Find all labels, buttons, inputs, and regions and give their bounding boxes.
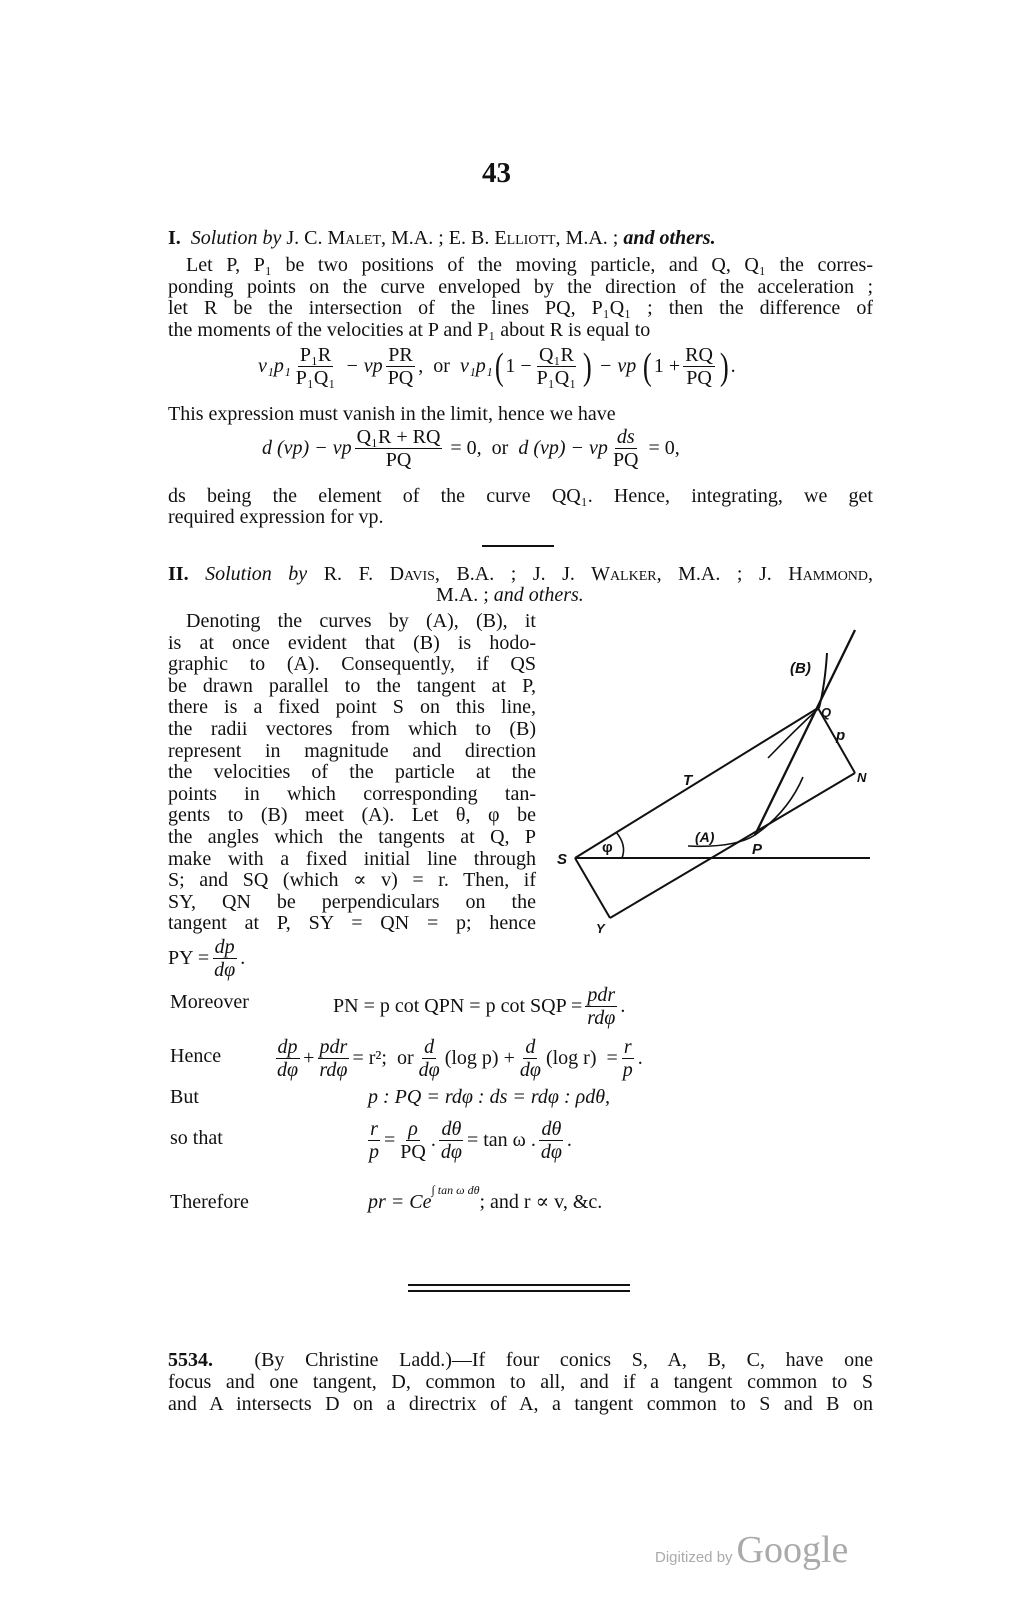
question-line: and A intersects D on a directrix of A, a tangent common to S and B on: [168, 1393, 873, 1415]
eq-term: − vp: [593, 355, 642, 377]
column-line: graphic to (A). Consequently, if QS: [168, 653, 536, 676]
para-line: ds being the element of the curve QQ₁. Hence, integrating, we get: [168, 485, 873, 507]
eq-term: .: [620, 995, 626, 1017]
numerator: ρ: [408, 1118, 418, 1140]
fraction: [355, 426, 443, 471]
eq-term: v₁p₁: [459, 355, 493, 377]
label-so-that: so that: [170, 1127, 223, 1149]
fraction: [518, 1036, 543, 1081]
denominator: dφ: [519, 1059, 541, 1081]
so-that-equation: [364, 1118, 572, 1163]
heading-numeral: I.: [168, 227, 181, 249]
eq-term: = r²; or: [352, 1047, 414, 1069]
fraction: [417, 1036, 442, 1081]
label-t: T: [683, 772, 693, 789]
solution-2-heading: [168, 563, 873, 585]
denominator: PQ: [612, 449, 639, 471]
eq-term: PN = p cot QPN = p cot SQP =: [333, 995, 583, 1017]
page-number: 43: [482, 157, 511, 189]
eq-term: (log r) =: [545, 1047, 618, 1069]
eq-term: ; and r ∝ v, &c.: [479, 1191, 603, 1213]
numerator: pdr: [587, 984, 616, 1006]
numerator: Q₁R: [539, 344, 574, 366]
denominator: rdφ: [587, 1007, 616, 1029]
fraction: [439, 1118, 464, 1163]
question-number: 5534.: [168, 1349, 213, 1371]
solution-1-heading: [168, 227, 873, 249]
question-text: (By Christine Ladd.)—If four conics S, A, B, C, have one: [254, 1349, 874, 1371]
eq-term: pr = Ce: [368, 1191, 432, 1213]
para-line: This expression must vanish in the limit, hence we have: [168, 403, 616, 425]
label-phi: φ: [602, 839, 613, 856]
heading-authors: J. C. Malet, M.A. ; E. B. Elliott, M.A. ;: [286, 227, 619, 249]
eq-term: =: [384, 1129, 396, 1151]
label-q: Q: [821, 705, 832, 720]
eq-term: .: [430, 1129, 436, 1151]
denominator: P₁Q₁: [295, 367, 336, 389]
denominator: rdφ: [319, 1059, 348, 1081]
numerator: RQ: [685, 344, 713, 366]
eq-term: 1 +: [653, 355, 681, 377]
moreover-equation: [333, 984, 625, 1029]
label-hence: Hence: [170, 1045, 222, 1067]
denominator: PQ: [387, 367, 414, 389]
column-line: S; and SQ (which ∝ v) = r. Then, if: [168, 869, 536, 892]
denominator: p: [369, 1141, 379, 1163]
eq-term: .: [730, 355, 736, 377]
eq-term: d (vp) − vp: [518, 437, 608, 459]
numerator: P₁R: [299, 344, 332, 366]
eq-term: = 0, or: [445, 437, 519, 459]
right-paren: ): [583, 345, 592, 388]
numerator: r: [370, 1118, 378, 1140]
hence-equation: [272, 1036, 643, 1081]
fraction: [611, 426, 641, 471]
eq-term: (log p) +: [444, 1047, 515, 1069]
fraction: [212, 936, 237, 981]
fraction: [398, 1118, 428, 1163]
column-line: the velocities of the particle at the: [168, 761, 536, 784]
fraction: [621, 1036, 635, 1081]
numerator: r: [623, 1036, 632, 1058]
column-line: the radii vectores from which to (B): [168, 718, 536, 740]
line-s-y: [575, 858, 610, 918]
eq-term: 1 −: [505, 355, 532, 377]
column-line: represent in magnitude and direction: [168, 739, 536, 762]
label-therefore: Therefore: [170, 1191, 249, 1213]
column-line: is at once evident that (B) is hodo-: [168, 631, 536, 654]
column-line: points in which corresponding tan-: [168, 782, 536, 805]
denominator: dφ: [540, 1141, 562, 1163]
equation-2: [262, 426, 680, 471]
left-paren: (: [494, 345, 504, 388]
left-paren: (: [643, 345, 652, 388]
tangent-at-p: [610, 773, 855, 918]
heading-others: and others.: [623, 227, 716, 249]
fraction: [386, 344, 416, 389]
digitized-by-google-watermark: [655, 1528, 848, 1572]
heading-authors: R. F. Davis, B.A. ; J. J. Walker, M.A. ; J. Hammond,: [323, 563, 874, 585]
fraction: [585, 984, 617, 1029]
numerator: pdr: [319, 1036, 348, 1058]
denominator: dφ: [440, 1141, 462, 1163]
label-p-small: p: [836, 727, 846, 744]
denominator: dφ: [214, 959, 236, 981]
section-divider: [482, 545, 554, 547]
double-rule-top: [408, 1284, 630, 1286]
para-line: ponding points on the curve enveloped by the direction of the acceleration ;: [168, 276, 873, 298]
denominator: dφ: [418, 1059, 440, 1081]
numerator: d: [424, 1036, 435, 1058]
denominator: p: [622, 1059, 633, 1081]
eq-term: = 0,: [643, 437, 680, 459]
numerator: dθ: [441, 1118, 462, 1140]
para-line: Let P, P₁ be two positions of the moving particle, and Q, Q₁ the corres-: [186, 254, 873, 276]
para-line: the moments of the velocities at P and P₁ about R is equal to: [168, 319, 651, 341]
numerator: d: [525, 1036, 536, 1058]
fraction: [317, 1036, 349, 1081]
numerator: dp: [277, 1036, 298, 1058]
heading-others: and others.: [493, 584, 584, 606]
eq-term: v₁p₁: [258, 355, 291, 377]
fraction: [294, 344, 338, 389]
double-rule-bottom: [408, 1290, 630, 1292]
column-line: tangent at P, SY = QN = p; hence: [168, 912, 536, 935]
equation-1: [258, 344, 736, 389]
numerator: dp: [214, 936, 235, 958]
label-s: S: [557, 851, 568, 868]
angle-arc-phi: [616, 832, 624, 858]
column-line: there is a fixed point S on this line,: [168, 696, 536, 719]
label-but: But: [170, 1086, 199, 1108]
denominator: PQ: [400, 1141, 426, 1163]
label-n: N: [857, 770, 867, 785]
numerator: Q₁R + RQ: [356, 426, 441, 448]
but-equation: p : PQ = rdφ : ds = rdφ : ρdθ,: [368, 1086, 611, 1108]
label-b: (B): [790, 660, 811, 677]
watermark-brand: Google: [736, 1529, 849, 1571]
column-line: SY, QN be perpendiculars on the: [168, 890, 536, 913]
question-line: focus and one tangent, D, common to all, and if a tangent common to S: [168, 1371, 873, 1393]
para-line: let R be the intersection of the lines PQ, P₁Q₁ ; then the difference of: [168, 297, 873, 319]
column-line: make with a fixed initial line through: [168, 847, 536, 870]
label-p: P: [752, 841, 763, 858]
eq-term: .: [637, 1047, 643, 1069]
heading-numeral: II.: [168, 563, 189, 585]
column-line: Denoting the curves by (A), (B), it: [186, 610, 536, 632]
column-line: the angles which the tangents at Q, P: [168, 826, 536, 848]
geometry-diagram: [540, 590, 885, 940]
numerator: dθ: [541, 1118, 562, 1140]
right-paren: ): [719, 345, 729, 388]
eq-term: +: [303, 1047, 315, 1069]
para-line: required expression for vp.: [168, 506, 384, 528]
heading-authors: M.A. ;: [436, 584, 489, 606]
heading-solution-by: Solution by: [205, 563, 308, 585]
eq-term: = tan ω .: [466, 1129, 536, 1151]
numerator: PR: [388, 344, 413, 366]
question-line: [168, 1349, 873, 1371]
label-y: Y: [596, 921, 605, 936]
numerator: ds: [616, 426, 635, 448]
curve-b: [819, 653, 827, 708]
heading-solution-by: Solution by: [190, 227, 282, 249]
fraction: [275, 1036, 300, 1081]
py-equation: [168, 936, 245, 981]
eq-term: d (vp) − vp: [262, 437, 352, 459]
denominator: PQ: [385, 449, 412, 471]
denominator: P₁Q₁: [536, 367, 577, 389]
fraction: [683, 344, 715, 389]
fraction: [535, 344, 579, 389]
watermark-prefix: Digitized by: [655, 1549, 733, 1566]
eq-term: , or: [418, 355, 460, 377]
eq-term: .: [566, 1129, 572, 1151]
column-line: be drawn parallel to the tangent at P,: [168, 674, 536, 697]
column-line: gents to (B) meet (A). Let θ, φ be: [168, 804, 536, 827]
eq-term: − vp: [340, 355, 383, 377]
denominator: dφ: [277, 1059, 299, 1081]
exponent: ∫ tan ω dθ: [431, 1183, 480, 1197]
label-moreover: Moreover: [170, 991, 249, 1013]
denominator: PQ: [686, 367, 712, 389]
eq-term: PY =: [168, 947, 210, 969]
label-a: (A): [695, 829, 715, 845]
eq-term: .: [240, 947, 246, 969]
fraction: [367, 1118, 381, 1163]
fraction: [539, 1118, 564, 1163]
